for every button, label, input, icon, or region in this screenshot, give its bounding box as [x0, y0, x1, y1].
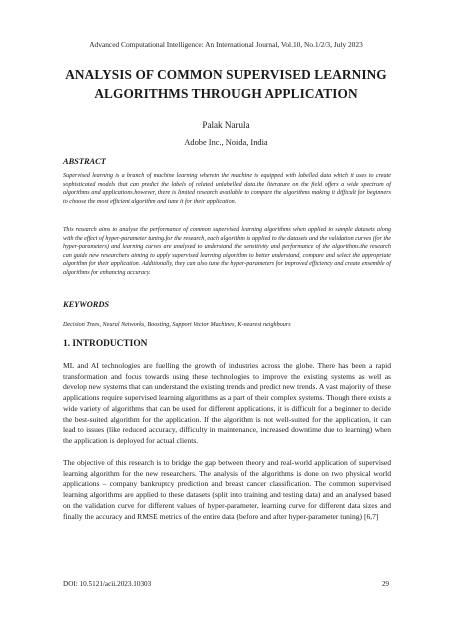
author-name: Palak Narula [202, 120, 250, 130]
introduction-heading: 1. INTRODUCTION [63, 339, 148, 349]
abstract-heading: ABSTRACT [63, 157, 106, 166]
author-affiliation: Adobe Inc., Noida, India [184, 138, 268, 147]
paper-title [40, 65, 412, 103]
keywords-heading: KEYWORDS [63, 300, 110, 309]
title-line-1: ANALYSIS OF COMMON SUPERVISED LEARNING [65, 67, 387, 82]
keywords-text: Decision Trees, Neural Networks, Boosting, Support Vector Machines, K-nearest neighbours [63, 322, 291, 328]
abstract-paragraph-1: Supervised learning is a branch of machine learning wherein the machine is equipped with labelled data which it uses to create sophisticated models that can predict the labels of related unlabelled data.the literature on the field offers a wide spectrum of algorithms and applications.however, there is limited research available to compare the algorithms making it difficult for beginners to choose the most efficient algorithm and tune it for their application. [63, 173, 391, 205]
title-line-2: ALGORITHMS THROUGH APPLICATION [94, 86, 358, 101]
abstract-paragraph-2: This research aims to analyse the performance of common supervised learning algorithms when applied to sample datasets along with the effect of hyper-parameter tuning.for the research, each algorithm is applied to the datasets and the validation curves (for the hyper-parameters) and learning curves are analysed to understand the sensitivity and performance of the algorithms.the research can guide new researchers aiming to apply supervised learning algorithm to better understand, compare and select the appropriate algorithm for their application. Additionally, they can also tune the hyper-parameters for improved efficiency and create ensemble of algorithms for enhancing accuracy. [63, 227, 391, 276]
journal-header: Advanced Computational Intelligence: An International Journal, Vol.10, No.1/2/3, July 2023 [89, 40, 363, 49]
introduction-paragraph-2: The objective of this research is to bridge the gap between theory and real-world application of supervised learning algorithm for the new researchers. The analysis of the algorithms is done on two physical world applications – company bankruptcy prediction and breast cancer classification. The common supervised learning algorithms are applied to these datasets (split into training and testing data) and an analysed based on the validation curve for different values of hyper-parameter, learning curve for different data sizes and finally the accuracy and RMSE metrics of the entire data (before and after hyper-parameter tuning) [6,7] [63, 458, 391, 521]
page-number: 29 [381, 580, 389, 588]
introduction-paragraph-1: ML and AI technologies are fuelling the growth of industries across the globe. There has been a rapid transformation and focus towards using these technologies to improve the existing systems as well as develop new systems that can understand the existing trends and predict new trends. A vast majority of these applications require supervised learning algorithms as a part of their complex systems. Though there exists a wide variety of algorithms that can be used for different applications, it is difficult for a beginner to decide the best-suited algorithm for the application. If the algorithm is not well-suited for the application, it can lead to issues (like reduced accuracy, difficulty in maintenance, increased downtime due to learning) when the application is deployed for actual clients. [63, 361, 391, 445]
footer-doi: DOI: 10.5121/acii.2023.10303 [63, 580, 152, 588]
